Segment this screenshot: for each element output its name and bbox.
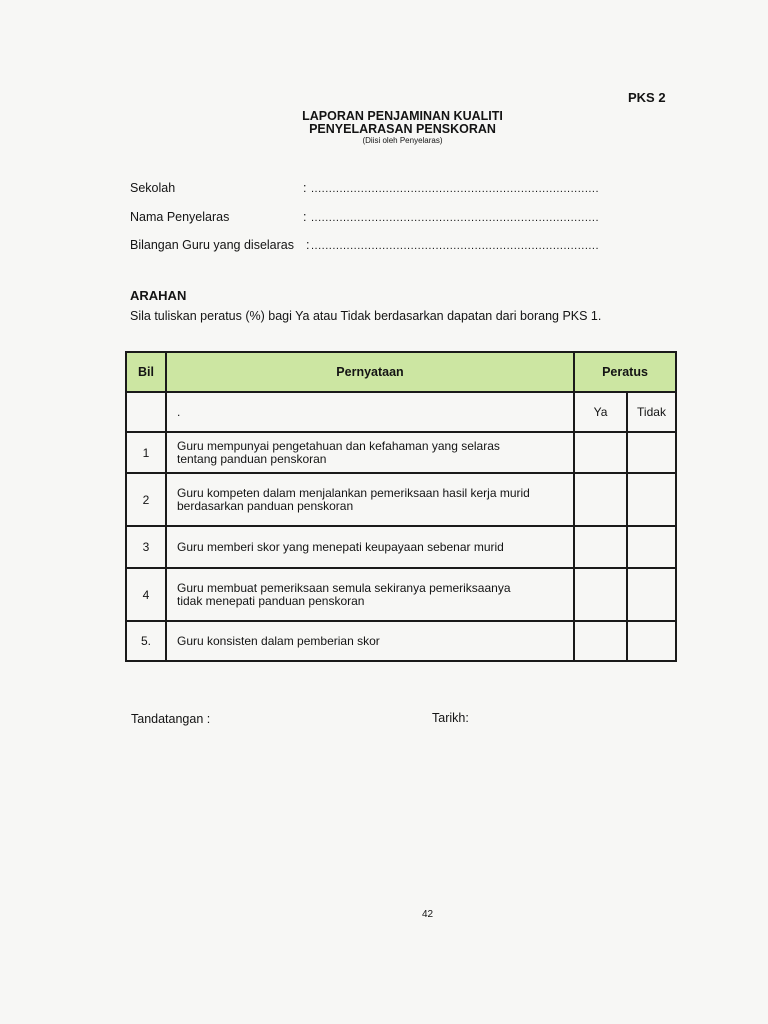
field-colon: : (306, 238, 310, 252)
row-statement (166, 568, 574, 621)
table-subheader-row (126, 392, 676, 432)
document-title-line1: LAPORAN PENJAMINAN KUALITI (302, 109, 503, 123)
signature-label: Tandatangan : (131, 712, 211, 726)
row-number: 3 (126, 526, 166, 568)
document-title-line2: PENYELARASAN PENSKORAN (309, 122, 496, 136)
date-label: Tarikh: (432, 711, 469, 725)
assessment-table (125, 351, 677, 662)
header-pernyataan: Pernyataan (166, 352, 574, 392)
tidak-cell[interactable] (627, 473, 676, 526)
statement-line: Guru mempunyai pengetahuan dan kefahaman yang selaras (177, 438, 500, 453)
ya-cell[interactable] (574, 526, 627, 568)
tidak-cell[interactable] (627, 526, 676, 568)
row-statement (166, 473, 574, 526)
row-statement: Guru konsisten dalam pemberian skor (166, 621, 574, 661)
field-colon: : (303, 181, 307, 195)
tidak-cell[interactable] (627, 621, 676, 661)
subheader-ya: Ya (574, 392, 627, 432)
instructions-heading: ARAHAN (130, 288, 187, 303)
field-blank-line[interactable]: ................................................................................. (311, 183, 600, 195)
page-number: 42 (421, 909, 434, 920)
table-row (126, 526, 676, 568)
header-peratus: Peratus (574, 352, 676, 392)
tidak-cell[interactable] (627, 432, 676, 473)
field-label: Bilangan Guru yang diselaras (130, 238, 294, 252)
ya-cell[interactable] (574, 621, 627, 661)
row-statement: Guru memberi skor yang menepati keupayaan sebenar murid (166, 526, 574, 568)
table-row (126, 432, 676, 473)
header-bil: Bil (126, 352, 166, 392)
instructions-text: Sila tuliskan peratus (%) bagi Ya atau Tidak berdasarkan dapatan dari borang PKS 1. (130, 309, 602, 323)
statement-line: tentang panduan penskoran (177, 451, 327, 466)
row-statement (166, 432, 574, 473)
statement-line: Guru kompeten dalam menjalankan pemeriksaan hasil kerja murid (177, 485, 530, 500)
statement-line: Guru membuat pemeriksaan semula sekiranya pemeriksaanya (177, 580, 511, 595)
row-number: 1 (126, 432, 166, 473)
table-row (126, 568, 676, 621)
ya-cell[interactable] (574, 432, 627, 473)
statement-line: tidak menepati panduan penskoran (177, 593, 365, 608)
statement-line: berdasarkan panduan penskoran (177, 498, 354, 513)
table-row (126, 621, 676, 661)
document-subtitle: (Diisi oleh Penyelaras) (362, 136, 443, 145)
ya-cell[interactable] (574, 473, 627, 526)
tidak-cell[interactable] (627, 568, 676, 621)
row-number: 5. (126, 621, 166, 661)
field-label: Sekolah (130, 181, 176, 195)
field-blank-line[interactable]: ................................................................................. (311, 212, 600, 224)
field-blank-line[interactable]: ................................................................................. (311, 240, 600, 252)
field-label: Nama Penyelaras (130, 210, 230, 224)
ya-cell[interactable] (574, 568, 627, 621)
row-number: 4 (126, 568, 166, 621)
form-code: PKS 2 (628, 90, 666, 105)
table-header-row (126, 352, 676, 392)
field-colon: : (303, 210, 307, 224)
subheader-empty (126, 392, 166, 432)
subheader-placeholder: . (166, 392, 574, 432)
table-row (126, 473, 676, 526)
subheader-tidak: Tidak (627, 392, 676, 432)
row-number: 2 (126, 473, 166, 526)
